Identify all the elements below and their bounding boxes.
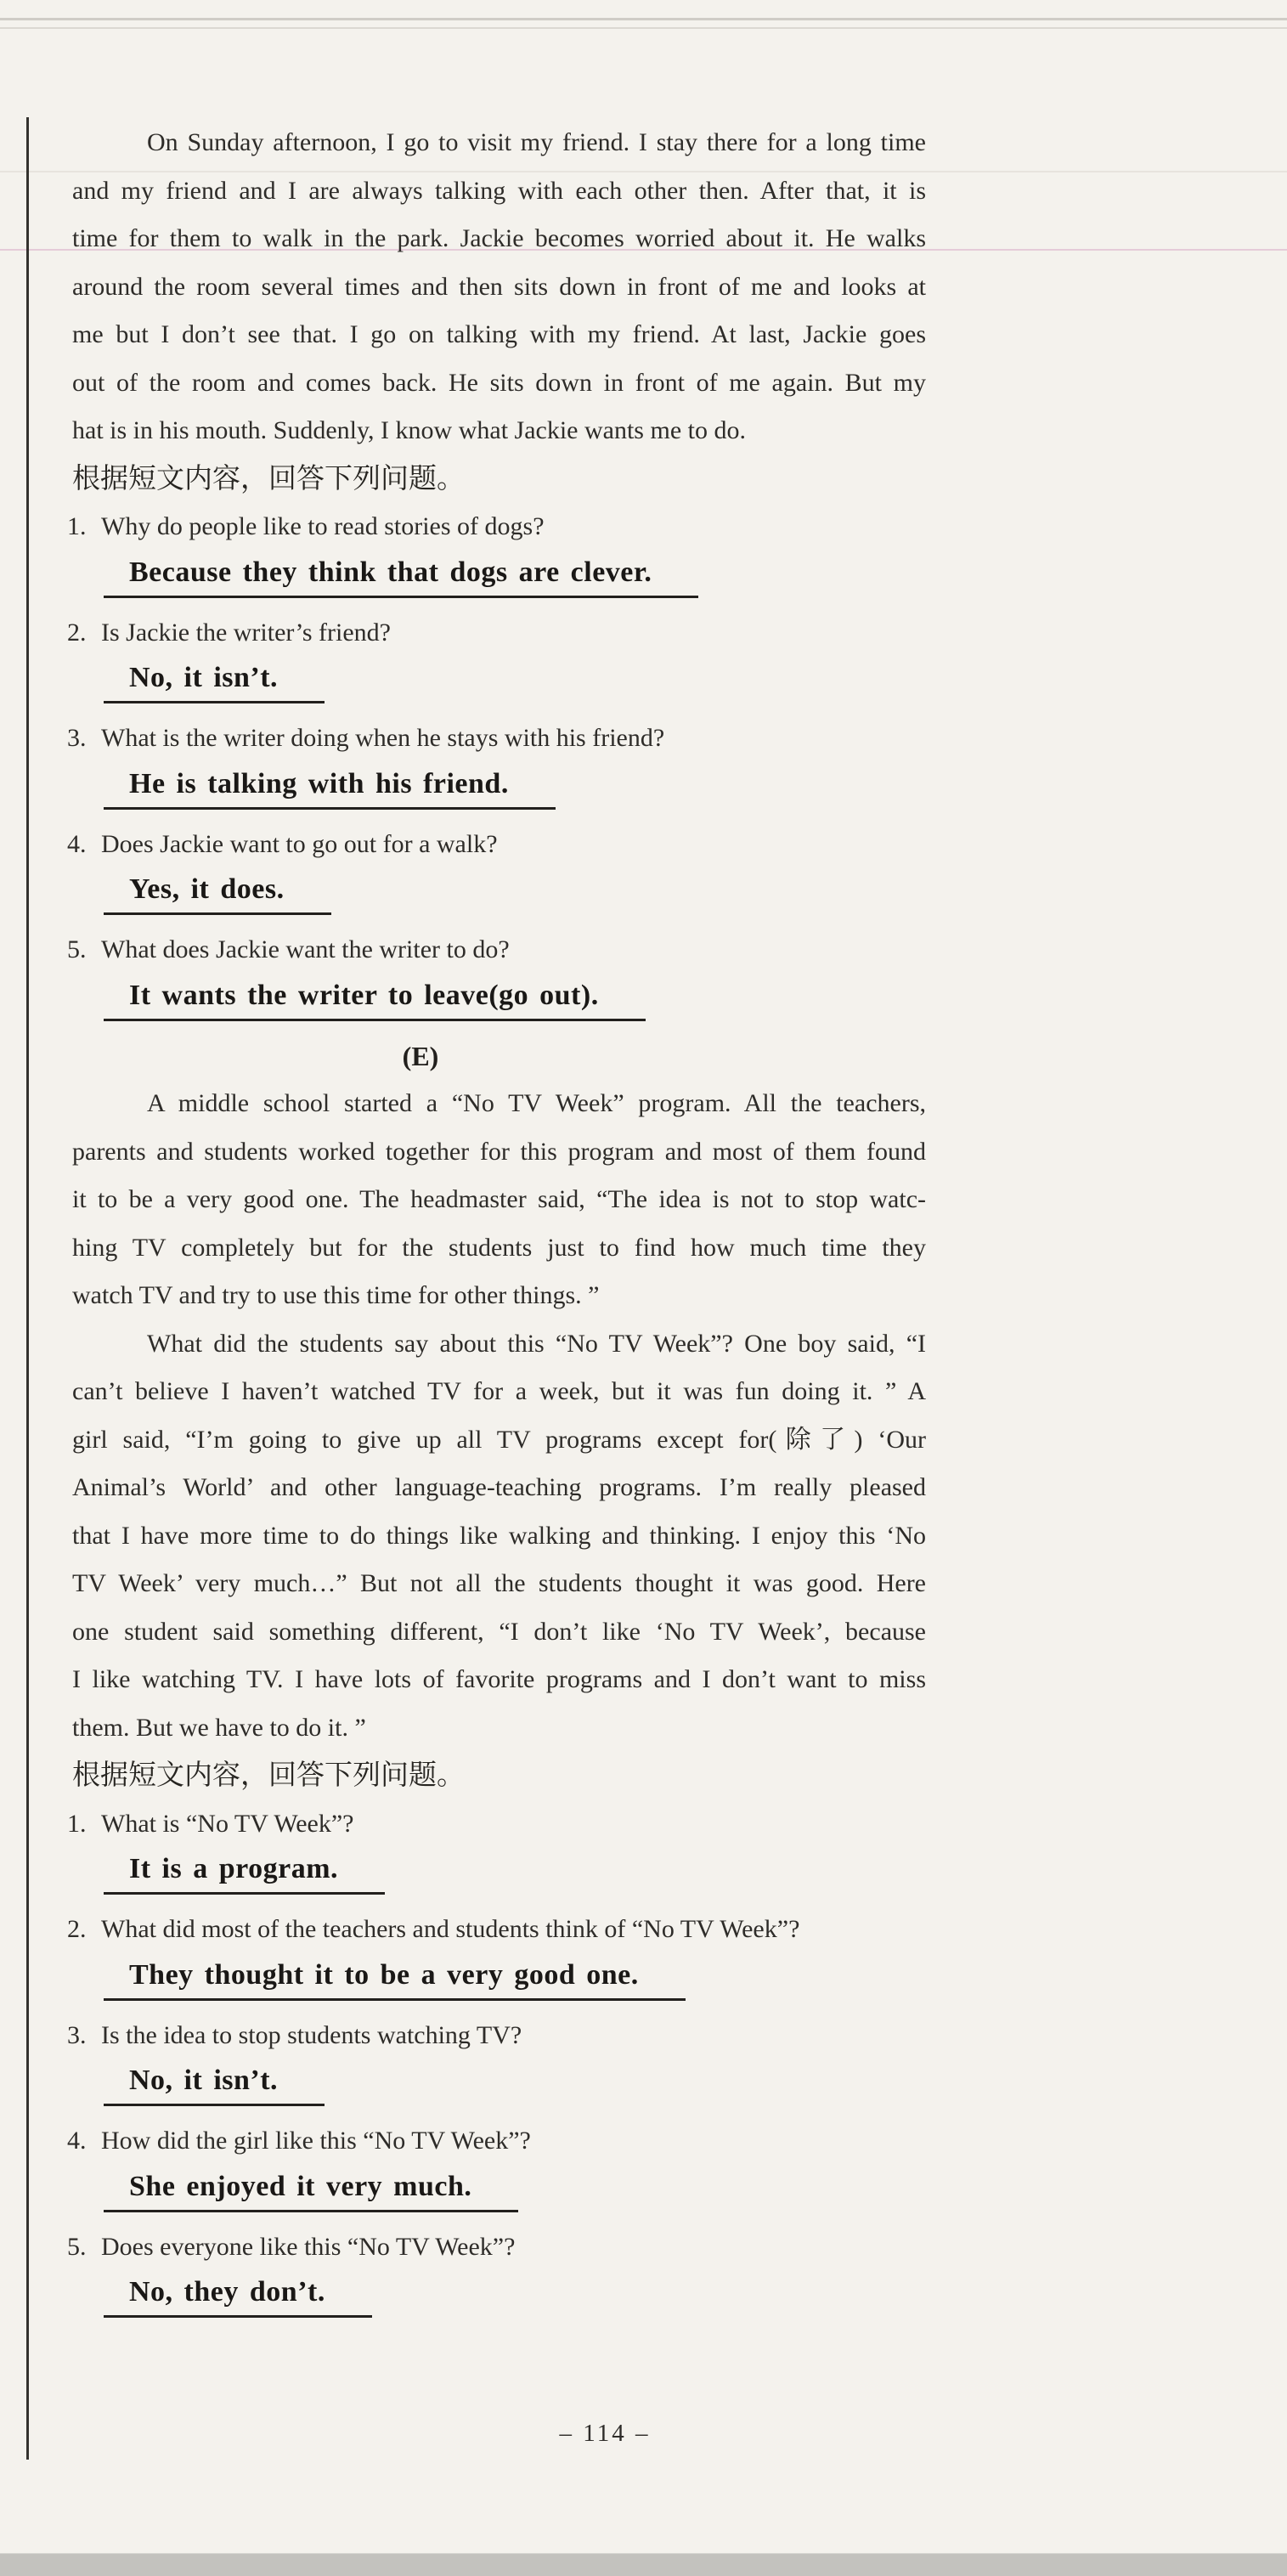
question-text: Is the idea to stop students watching TV?: [101, 2020, 522, 2049]
qa-item: [67, 821, 926, 916]
qa-item: [67, 2223, 926, 2319]
passage-text-line: it to be a very good one. The headmaster said, “The idea is not to stop watc-: [72, 1185, 926, 1213]
question-line: [67, 1906, 926, 1954]
answer-text: It is a program.: [104, 1850, 385, 1895]
page-number: – 114 –: [559, 2420, 651, 2447]
answer-text: No, it isn’t.: [104, 658, 325, 703]
question-line: [67, 1800, 926, 1849]
instruction-d: 根据短文内容，回答下列问题。: [72, 463, 465, 494]
question-number: 1.: [67, 512, 87, 540]
passage-text-line: one student said something different, “I don’t like ‘No TV Week’, because: [72, 1617, 926, 1646]
question-number: 4.: [67, 829, 87, 858]
answer-text: It wants the writer to leave(go out).: [104, 976, 646, 1021]
scan-artifact-line: [0, 27, 1287, 29]
question-text: Why do people like to read stories of dogs?: [101, 512, 545, 540]
passage-d-paragraph: [72, 119, 926, 455]
answer-text: Because they think that dogs are clever.: [104, 553, 698, 598]
answer-row: [104, 765, 926, 810]
question-text: What did most of the teachers and students think of “No TV Week”?: [101, 1915, 800, 1943]
passage-text-line: that I have more time to do things like walking and thinking. I enjoy this ‘No: [72, 1521, 926, 1550]
answer-text: Yes, it does.: [104, 870, 331, 915]
question-text: What does Jackie want the writer to do?: [101, 935, 510, 963]
passage-text-line: I like watching TV. I have lots of favorite programs and I don’t want to miss: [72, 1665, 926, 1693]
passage-text-line: and my friend and I are always talking with each other then. After that, it is: [72, 176, 926, 205]
answer-text: She enjoyed it very much.: [104, 2167, 518, 2212]
scan-artifact-line: [0, 18, 1287, 20]
passage-text-line: watch TV and try to use this time for other things. ”: [72, 1281, 600, 1309]
answer-row: [104, 976, 926, 1021]
qa-item: [67, 609, 926, 704]
question-text: What is “No TV Week”?: [101, 1809, 354, 1838]
passage-text-line: can’t believe I haven’t watched TV for a week, but it was fun doing it. ” A: [72, 1377, 926, 1405]
passage-text-line: A middle school started a “No TV Week” program. All the teachers,: [147, 1089, 926, 1117]
question-number: 5.: [67, 935, 87, 963]
answer-row: [104, 553, 926, 598]
question-line: [67, 2012, 926, 2060]
question-number: 5.: [67, 2232, 87, 2261]
passage-e-paragraph-2: [72, 1320, 926, 1753]
answer-row: [104, 1850, 926, 1895]
passage-text-line: Animal’s World’ and other language-teaching programs. I’m really pleased: [72, 1473, 926, 1501]
qa-list-e: [67, 1800, 926, 2319]
passage-text-line: out of the room and comes back. He sits down in front of me again. But my: [72, 368, 926, 397]
question-line: [67, 2223, 926, 2272]
instruction-e: 根据短文内容，回答下列问题。: [72, 1760, 465, 1791]
page-content: [67, 119, 926, 2329]
answer-text: No, it isn’t.: [104, 2061, 325, 2106]
qa-item: [67, 2012, 926, 2107]
answer-row: [104, 2167, 926, 2212]
qa-item: [67, 715, 926, 810]
answer-text: He is talking with his friend.: [104, 765, 556, 810]
passage-text-line: hat is in his mouth. Suddenly, I know what Jackie wants me to do.: [72, 416, 746, 444]
answer-row: [104, 2273, 926, 2318]
answer-row: [104, 870, 926, 915]
section-e-heading: (E): [402, 1040, 439, 1071]
answer-text: No, they don’t.: [104, 2273, 372, 2318]
question-line: [67, 609, 926, 658]
question-text: Does everyone like this “No TV Week”?: [101, 2232, 516, 2261]
passage-text-line: parents and students worked together for this program and most of them found: [72, 1137, 926, 1166]
passage-text-line: time for them to walk in the park. Jackie becomes worried about it. He walks: [72, 224, 926, 252]
qa-list-d: [67, 503, 926, 1021]
question-line: [67, 715, 926, 763]
qa-item: [67, 926, 926, 1021]
question-number: 1.: [67, 1809, 87, 1838]
question-text: Does Jackie want to go out for a walk?: [101, 829, 498, 858]
passage-text-line: girl said, “I’m going to give up all TV programs except for(除了) ‘Our: [72, 1425, 926, 1454]
passage-e-paragraph-1: [72, 1080, 926, 1320]
answer-row: [104, 1956, 926, 2001]
question-number: 3.: [67, 724, 87, 752]
passage-text-line: What did the students say about this “No TV Week”? One boy said, “I: [147, 1329, 926, 1358]
answer-text: They thought it to be a very good one.: [104, 1956, 686, 2001]
question-text: How did the girl like this “No TV Week”?: [101, 2127, 531, 2155]
question-line: [67, 2117, 926, 2166]
question-number: 4.: [67, 2127, 87, 2155]
qa-item: [67, 1906, 926, 2001]
question-line: [67, 926, 926, 974]
qa-item: [67, 503, 926, 598]
passage-text-line: around the room several times and then sits down in front of me and looks at: [72, 272, 926, 301]
question-number: 2.: [67, 618, 87, 647]
passage-text-line: them. But we have to do it. ”: [72, 1713, 366, 1742]
passage-text-line: TV Week’ very much…” But not all the students thought it was good. Here: [72, 1569, 926, 1597]
question-text: What is the writer doing when he stays with his friend?: [101, 724, 665, 752]
qa-item: [67, 1800, 926, 1895]
answer-row: [104, 658, 926, 703]
left-margin-rule-line: [26, 117, 29, 2460]
question-line: [67, 821, 926, 869]
question-line: [67, 503, 926, 551]
qa-item: [67, 2117, 926, 2212]
passage-text-line: On Sunday afternoon, I go to visit my friend. I stay there for a long time: [147, 128, 926, 156]
passage-text-line: me but I don’t see that. I go on talking with my friend. At last, Jackie goes: [72, 320, 926, 348]
question-number: 2.: [67, 1915, 87, 1943]
passage-text-line: hing TV completely but for the students just to find how much time they: [72, 1233, 926, 1262]
scan-bottom-edge: [0, 2553, 1287, 2576]
question-number: 3.: [67, 2020, 87, 2049]
answer-row: [104, 2061, 926, 2106]
question-text: Is Jackie the writer’s friend?: [101, 618, 391, 647]
